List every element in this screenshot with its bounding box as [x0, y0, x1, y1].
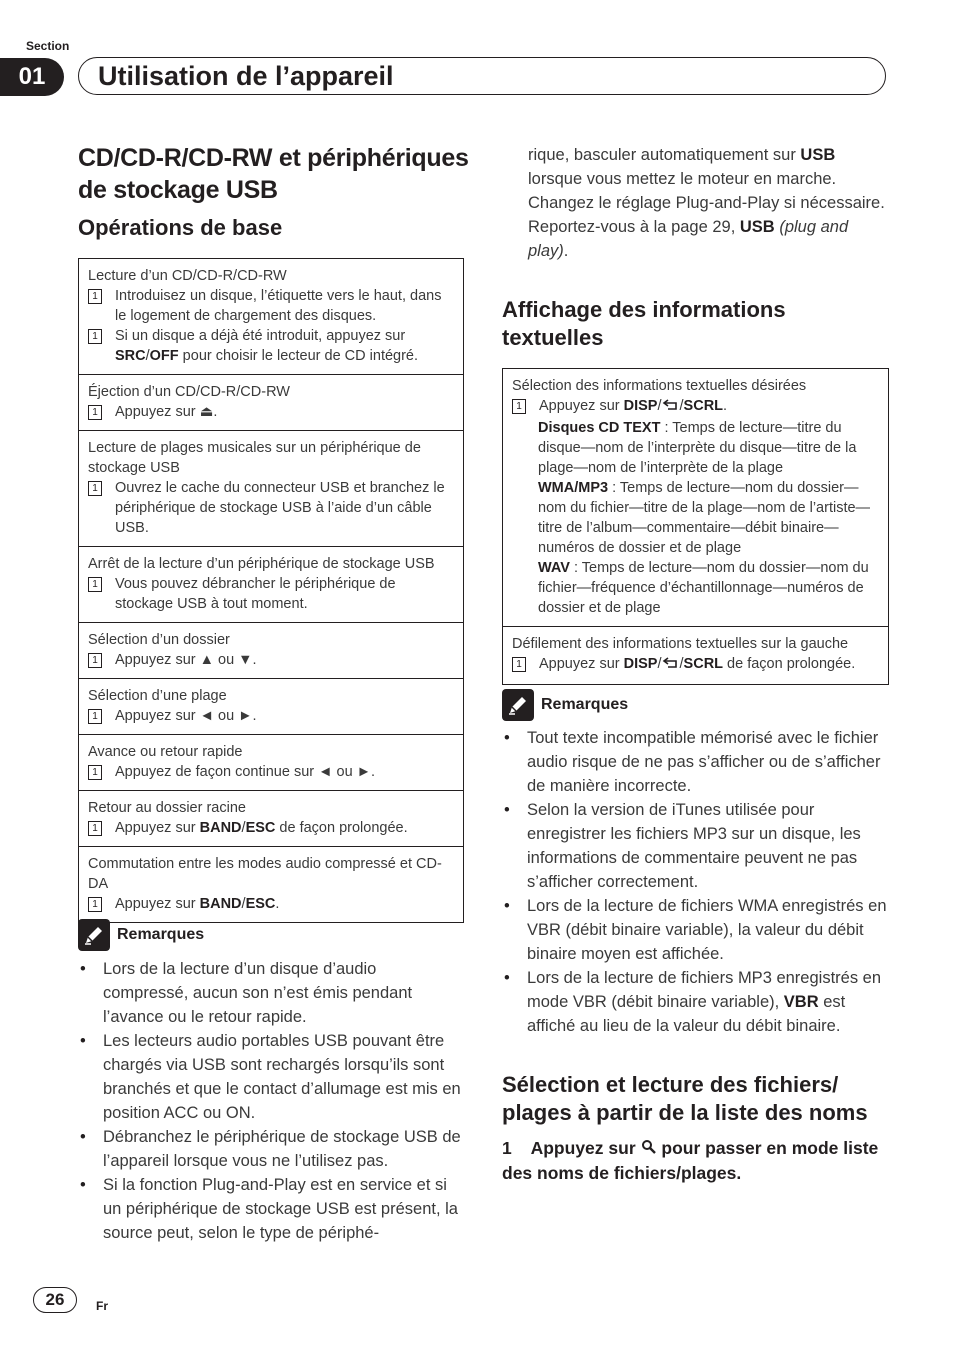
- row-title: Lecture d’un CD/CD-R/CD-RW: [88, 268, 287, 284]
- text-info-table: [502, 368, 889, 685]
- notes-title: Remarques: [117, 926, 205, 943]
- table-row: [79, 259, 463, 375]
- list-item: • Débranchez le périphérique de stockage USB de l’appareil lorsque vous ne l’utilisez pas.: [78, 1125, 466, 1173]
- step: [88, 402, 454, 422]
- row-title: Avance ou retour rapide: [88, 744, 243, 760]
- continued-paragraph: rique, basculer automatiquement sur USB lorsque vous mettez le moteur en marche. Changez le réglage Plug-and-Play si nécessaire. Reportez-vous à la page 29, USB (plug and play).: [528, 146, 885, 260]
- step: [88, 326, 454, 366]
- list-item: • Les lecteurs audio portables USB pouvant être chargés via USB sont rechargés lorsqu’ils sont branchés et que le contact d’allumage est mis en position ACC ou ON.: [78, 1029, 466, 1125]
- pencil-icon: [78, 919, 110, 951]
- step-text: Appuyez sur ▲ ou ▼.: [115, 652, 257, 668]
- row-title: Commutation entre les modes audio compressé et CD-DA: [88, 856, 442, 892]
- step: [88, 650, 454, 670]
- step-number: 1: [88, 577, 102, 592]
- step-number: 1: [88, 765, 102, 780]
- step-text: Appuyez sur ◄ ou ►.: [115, 708, 257, 724]
- table-row: [79, 679, 463, 735]
- step-1: [502, 1136, 882, 1185]
- step-number: 1: [502, 1138, 512, 1158]
- step-text: Vous pouvez débrancher le périphérique de stockage USB à tout moment.: [115, 576, 396, 612]
- step-text-b: pour passer en mode liste des noms de fichiers/plages.: [502, 1138, 879, 1183]
- operations-table: [78, 258, 464, 923]
- step-text: Appuyez sur BAND/ESC.: [115, 896, 280, 912]
- step-text: Ouvrez le cache du connecteur USB et branchez le périphérique de stockage USB à l’aide d’un câble USB.: [115, 480, 445, 536]
- step-number: 1: [88, 329, 102, 344]
- chapter-title: Utilisation de l’appareil: [98, 61, 394, 91]
- step: [88, 762, 454, 782]
- list-item: • Lors de la lecture d’un disque d’audio compressé, aucun son n’est émis pendant l’avance ou le retour rapide.: [78, 957, 466, 1029]
- step: [512, 396, 879, 418]
- pencil-icon: [502, 689, 534, 721]
- page-title: CD/CD-R/CD-RW et périphériques de stockage USB: [78, 144, 469, 204]
- search-icon: [641, 1137, 657, 1161]
- table-row: [79, 623, 463, 679]
- row-title: Éjection d’un CD/CD-R/CD-RW: [88, 384, 290, 400]
- notes-heading: [78, 919, 204, 951]
- list-item: • Tout texte incompatible mémorisé avec le fichier audio risque de ne pas s’afficher ou de s’afficher de manière incorrecte.: [502, 726, 890, 798]
- step-text: Si un disque a déjà été introduit, appuyez sur SRC/OFF pour choisir le lecteur de CD intégré.: [115, 328, 419, 364]
- language-label: Fr: [96, 1299, 108, 1313]
- wav-info: WAV : Temps de lecture—nom du dossier—nom du fichier—fréquence d’échantillonnage—numéros de dossier et de plage: [538, 560, 869, 616]
- step: [88, 478, 454, 538]
- heading-name-list: Sélection et lecture des fichiers/ plages à partir de la liste des noms: [502, 1072, 868, 1125]
- return-icon: [662, 656, 680, 676]
- step-number: 1: [88, 405, 102, 420]
- heading-text-info: Affichage des informations textuelles: [502, 297, 786, 350]
- step-number: 1: [512, 657, 526, 672]
- section-label: Section: [26, 39, 70, 53]
- step-text: Appuyez sur DISP/ /SCRL.: [539, 396, 727, 418]
- step-text: Introduisez un disque, l’étiquette vers le haut, dans le logement de chargement des disques.: [115, 288, 442, 324]
- table-row: [79, 547, 463, 623]
- notes-title: Remarques: [541, 696, 629, 713]
- notes-list: [502, 726, 890, 1038]
- table-row: [503, 369, 888, 627]
- step-text: Appuyez sur ⏏.: [115, 404, 218, 420]
- row-title: Retour au dossier racine: [88, 800, 246, 816]
- step: [88, 286, 454, 326]
- step: [88, 706, 454, 726]
- step-number: 1: [512, 399, 526, 414]
- table-row: [79, 431, 463, 547]
- row-title: Arrêt de la lecture d’un périphérique de stockage USB: [88, 556, 435, 572]
- list-item: • Selon la version de iTunes utilisée pour enregistrer les fichiers MP3 sur un disque, les informations de commentaire peuvent ne pas s’afficher correctement.: [502, 798, 890, 894]
- step-number: 1: [88, 821, 102, 836]
- table-row: [79, 791, 463, 847]
- step: [88, 894, 454, 914]
- list-item: • Si la fonction Plug-and-Play est en service et si un périphérique de stockage USB est présent, la source peut, selon le type de périphé-: [78, 1173, 466, 1245]
- return-icon: [662, 398, 680, 418]
- step-text-a: Appuyez sur: [530, 1138, 636, 1158]
- step-number: 1: [88, 709, 102, 724]
- section-subtitle: Opérations de base: [78, 215, 283, 240]
- row-title: Sélection des informations textuelles désirées: [512, 378, 807, 394]
- row-title: Sélection d’un dossier: [88, 632, 230, 648]
- list-item: • Lors de la lecture de fichiers WMA enregistrés en VBR (débit binaire variable), la valeur du débit binaire moyen est affichée.: [502, 894, 890, 966]
- step-number: 1: [88, 897, 102, 912]
- wma-mp3-info: WMA/MP3 : Temps de lecture—nom du dossier—nom du fichier—titre de la plage—nom de l’artiste—titre de l’album—commentaire—débit binaire—numéros de dossier et de plage: [538, 480, 871, 556]
- table-row: [79, 375, 463, 431]
- table-row: [79, 847, 463, 922]
- step-number: 1: [88, 289, 102, 304]
- step-text: Appuyez de façon continue sur ◄ ou ►.: [115, 764, 376, 780]
- cd-text-info: Disques CD TEXT : Temps de lecture—titre du disque—nom de l’interprète du disque—titre de la plage—nom de l’interprète de la plage: [538, 420, 857, 476]
- notes-list: [78, 957, 466, 1245]
- step: [88, 818, 454, 838]
- row-title: Sélection d’une plage: [88, 688, 227, 704]
- table-row: [503, 627, 888, 684]
- row-title: Lecture de plages musicales sur un périphérique de stockage USB: [88, 440, 421, 476]
- step-text: Appuyez sur DISP/ /SCRL de façon prolongée.: [539, 654, 855, 676]
- section-number: 01: [0, 58, 64, 96]
- step: [512, 654, 879, 676]
- list-item: • Lors de la lecture de fichiers MP3 enregistrés en mode VBR (débit binaire variable), VBR est affiché au lieu de la valeur du débit binaire.: [502, 966, 890, 1038]
- notes-heading: [502, 689, 628, 721]
- row-title: Défilement des informations textuelles sur la gauche: [512, 636, 849, 652]
- table-row: [79, 735, 463, 791]
- page-number: 26: [33, 1287, 77, 1313]
- step-number: 1: [88, 653, 102, 668]
- step-text: Appuyez sur BAND/ESC de façon prolongée.: [115, 820, 408, 836]
- step-number: 1: [88, 481, 102, 496]
- step: [88, 574, 454, 614]
